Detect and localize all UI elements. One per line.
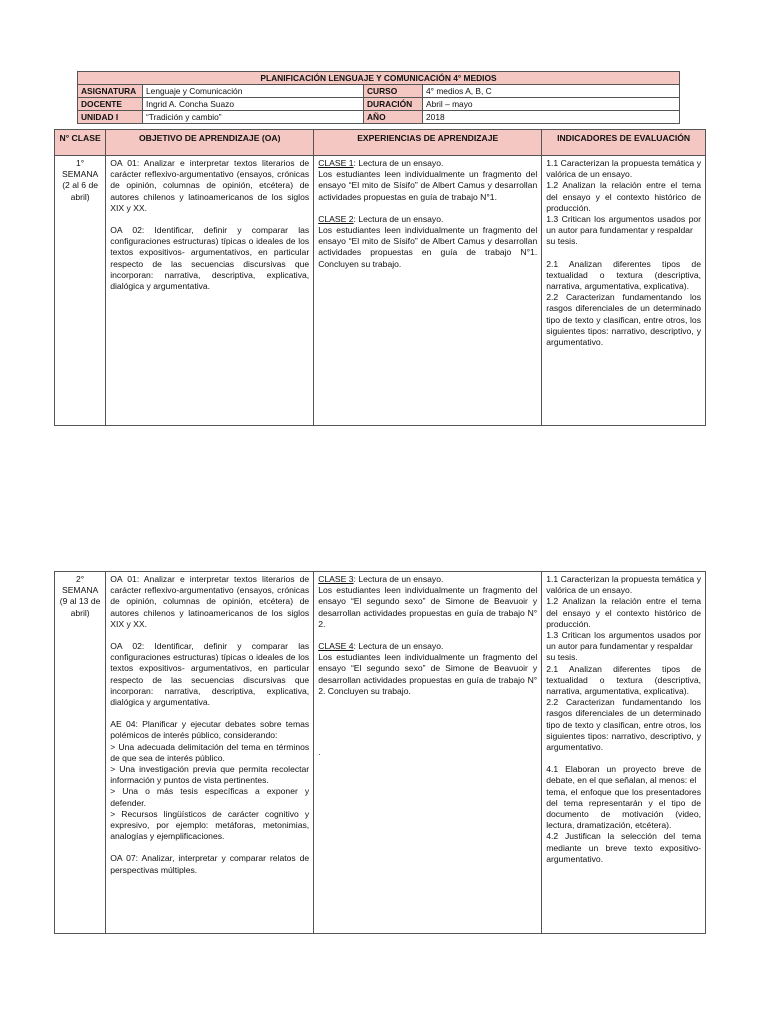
- value-asignatura: Lenguaje y Comunicación: [143, 85, 364, 98]
- week1-ind-2-2: 2.2 Caracterizan fundamentando los rasgos diferenciales de un determinado tipo de texto y clasifican, entre otros, los siguientes tipos: narrativo, descriptivo, y argumentativo.: [546, 292, 701, 348]
- week1-exp-cell: [314, 156, 542, 426]
- week2-clase: 2° SEMANA (9 al 13 de abril): [55, 572, 106, 934]
- week2-ind-4-2: 4.2 Justifican la selección del tema mediante un breve texto expositivo-argumentativo.: [546, 831, 701, 864]
- value-duracion: Abril – mayo: [423, 98, 680, 111]
- value-anio: 2018: [423, 111, 680, 124]
- value-curso: 4° medios A, B, C: [423, 85, 680, 98]
- label-docente: DOCENTE: [78, 98, 143, 111]
- week2-clase-4-body: Los estudiantes leen individualmente un fragmento del ensayo “El segundo sexo” de Simone de Beavuoir y desarrollan actividades propuestas en guía de trabajo N° 2. Concluyen su trabajo.: [318, 652, 538, 696]
- week1-clase-1-body: Los estudiantes leen individualmente un fragmento del ensayo “El mito de Sísifo” de Albert Camus y desarrollan actividades propuestas en guía de trabajo N°1.: [318, 169, 538, 202]
- week2-clase-3-heading: CLASE 3: Lectura de un ensayo.: [318, 574, 444, 584]
- week2-oa-07: OA 07: Analizar, interpretar y comparar relatos de perspectivas múltiples.: [110, 853, 310, 875]
- label-unidad: UNIDAD I: [78, 111, 143, 124]
- week2-ind-1-2: 1.2 Analizan la relación entre el tema del ensayo y el contexto histórico de producción.: [546, 596, 701, 629]
- week1-ind-1-3: 1.3 Critican los argumentos usados por un autor para fundamentar y respaldar: [546, 214, 701, 236]
- week2-ae-04: AE 04: Planificar y ejecutar debates sobre temas polémicos de interés público, considerando:: [110, 719, 310, 741]
- week1-ind-1-2: 1.2 Analizan la relación entre el tema del ensayo y el contexto histórico de producción.: [546, 180, 701, 213]
- week2-oa-02: OA 02: Identificar, definir y comparar las configuraciones estructuras) típicas o ideales de los textos expositivos- argumentativos, en particular respecto de las secuencias discursivas que incorporan: narrativa, descriptiva, explicativa, dialógica y argumentativa.: [110, 641, 310, 708]
- label-curso: CURSO: [364, 85, 423, 98]
- label-anio: AÑO: [364, 111, 423, 124]
- week2-ind-1-1: 1.1 Caracterizan la propuesta temática y valórica de un ensayo.: [546, 574, 701, 596]
- week2-ind-2-1: 2.1 Analizan diferentes tipos de textualidad o textura (descriptiva, narrativa, argumentativa, explicativa).: [546, 663, 701, 697]
- week1-ind-1-3b: su tesis.: [546, 236, 578, 247]
- week2-oa-cell: [106, 572, 314, 934]
- week2-exp-cell: [314, 572, 542, 934]
- week2-ind-2-2: 2.2 Caracterizan fundamentando los rasgos diferenciales de un determinado tipo de texto y clasifican, entre otros, los siguientes tipos: narrativo, descriptivo, y argumentativo.: [546, 697, 701, 753]
- week1-clase-2-heading: CLASE 2: Lectura de un ensayo.: [318, 213, 444, 224]
- week2-ind-1-3: 1.3 Critican los argumentos usados por un autor para fundamentar y respaldar: [546, 630, 701, 652]
- week1-oa-01: OA 01: Analizar e interpretar textos literarios de carácter reflexivo-argumentativo (ensayos, crónicas de opinión, columnas de opinión, etcétera) de autores chilenos y latinoamericanos de los siglos XIX y XX.: [110, 158, 310, 213]
- week2-ind-cell: [542, 572, 706, 934]
- week2-oa-01: OA 01: Analizar e interpretar textos literarios de carácter reflexivo-argumentativo (ensayos, crónicas de opinión, columnas de opinión, etcétera) de autores chilenos y latinoamericanos de los siglos XIX y XX.: [110, 574, 310, 629]
- week1-oa-02: OA 02: Identificar, definir y comparar las configuraciones estructuras) típicas o ideales de los textos expositivos- argumentativos, en particular respecto de las secuencias discursivas que incorporan: narrativa, descriptiva, explicativa, dialógica y argumentativa.: [110, 225, 310, 292]
- week2-ae-04-item-2: > Una investigación previa que permita recolectar información y puntos de vista pertinentes.: [110, 764, 310, 786]
- header-table: [77, 71, 680, 124]
- week2-clase-3-body: Los estudiantes leen individualmente un fragmento del ensayo “El segundo sexo” de Simone de Beavuoir y desarrollan actividades propuestas en guía de trabajo N° 2.: [318, 585, 538, 629]
- label-duracion: DURACIÓN: [364, 98, 423, 111]
- week1-ind-1-1: 1.1 Caracterizan la propuesta temática y valórica de un ensayo.: [546, 158, 701, 180]
- week1-table: [54, 129, 706, 426]
- week2-ae-04-item-3: > Una o más tesis específicas a exponer y defender.: [110, 786, 310, 808]
- col-header-oa: OBJETIVO DE APRENDIZAJE (OA): [106, 130, 314, 156]
- document-title: PLANIFICACIÓN LENGUAJE Y COMUNICACIÓN 4° MEDIOS: [78, 72, 680, 85]
- week2-ae-04-item-4: > Recursos lingüísticos de carácter cognitivo y expresivo, por ejemplo: metáforas, metonimias, analogías y ejemplificaciones.: [110, 808, 310, 842]
- week2-ae-04-item-1: > Una adecuada delimitación del tema en términos de que sea de interés público.: [110, 741, 310, 763]
- week1-clase-1-heading: CLASE 1: Lectura de un ensayo.: [318, 158, 444, 168]
- value-docente: Ingrid A. Concha Suazo: [143, 98, 364, 111]
- week2-clase-4-heading: CLASE 4: Lectura de un ensayo.: [318, 641, 444, 652]
- label-asignatura: ASIGNATURA: [78, 85, 143, 98]
- value-unidad: “Tradición y cambio”: [143, 111, 364, 124]
- week2-ind-4-1b: tema, el enfoque que los presentadores del tema representarán y el tipo de documento de motivación (video, lectura, dramatización, etcétera).: [546, 786, 701, 831]
- col-header-clase: N° CLASE: [55, 130, 106, 156]
- week2-ind-1-3b: su tesis.: [546, 652, 578, 663]
- week1-ind-2-1: 2.1 Analizan diferentes tipos de textualidad o textura (descriptiva, narrativa, argumentativa, explicativa).: [546, 258, 701, 292]
- col-header-indicadores: INDICADORES DE EVALUACIÓN: [542, 130, 706, 156]
- week2-table: [54, 571, 706, 934]
- week1-oa-cell: [106, 156, 314, 426]
- week2-ind-4-1: 4.1 Elaboran un proyecto breve de debate, en el que señalan, al menos: el: [546, 764, 701, 786]
- week1-ind-cell: [542, 156, 706, 426]
- week1-clase-2-body: Los estudiantes leen individualmente un fragmento del ensayo “El mito de Sísifo” de Albert Camus y desarrollan actividades propuestas en guía de trabajo N°1. Concluyen su trabajo.: [318, 225, 538, 269]
- week2-stray-dot: .: [318, 747, 321, 758]
- col-header-experiencias: EXPERIENCIAS DE APRENDIZAJE: [314, 130, 542, 156]
- week1-clase: 1° SEMANA (2 al 6 de abril): [55, 156, 106, 426]
